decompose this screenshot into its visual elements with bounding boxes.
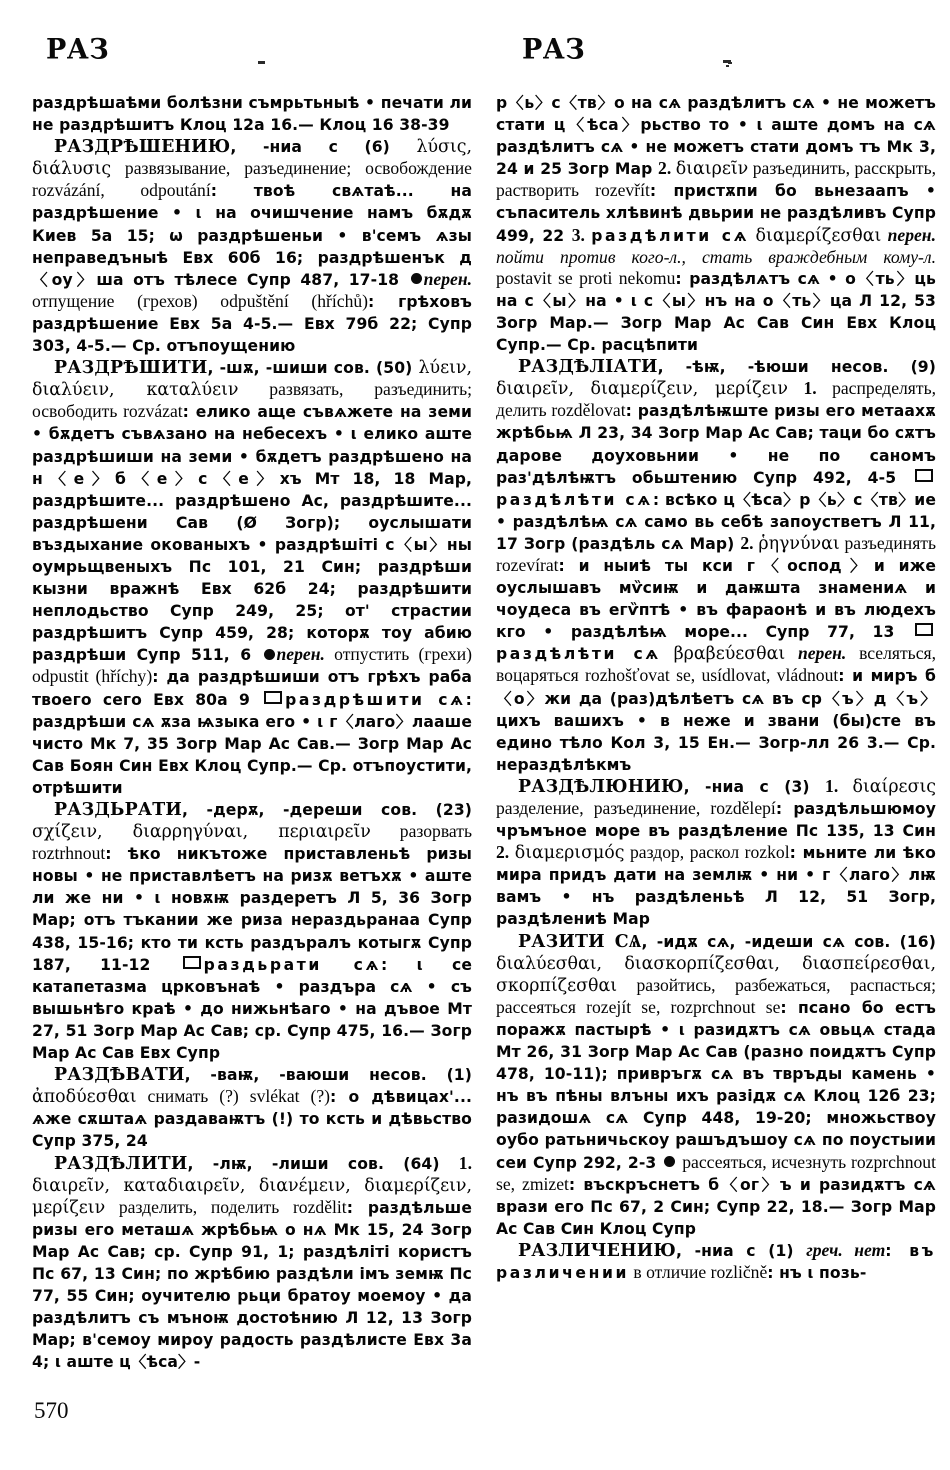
czech-gloss: rozvázat (123, 401, 183, 422)
sublemma: раздѣлѣти сѧ (496, 490, 653, 509)
russian-gloss: отпустить (грехи) (324, 644, 472, 665)
russian-gloss: распределять, делить (496, 378, 937, 421)
sublemma: раздьрати сѧ (203, 955, 382, 974)
citation-text: : раздѣлѧтъ сѧ • о〈ть〉ць на с〈ы〉на • ι с〈ы〉нъ на о〈ть〉ца Л 12, 53 Зогр Мар.— Зогр Мар Ас Сав Син Евх Клоц Супр.— Ср. расцѣпити (496, 269, 936, 355)
grammar-info: , -шѫ, -шиши сов. (50) (207, 359, 419, 378)
sense-marker: перен. (276, 644, 325, 665)
greek-equivalent: διαλύεσθαι, διασκορπίζεσθαι, διασπείρεσθαι, σκορπίζεσθαι (496, 953, 936, 996)
scan-speck (726, 65, 729, 67)
czech-gloss: rozevřít (595, 180, 650, 201)
dictionary-entry (496, 356, 936, 776)
sense-bullet-icon (411, 273, 422, 284)
dictionary-entry (32, 1064, 472, 1152)
running-head-left: РАЗ (46, 33, 110, 66)
sublemma: раздрѣшити сѧ (285, 690, 466, 709)
greek-equivalent: σχίζειν, διαρρηγύναι, περιαιρεῖν (32, 822, 371, 843)
sense-number: 2. (658, 158, 672, 179)
running-head-right: РАЗ (522, 33, 586, 66)
grammar-info: , -ваѭ, -ваюши несов. (1) (184, 1066, 472, 1085)
greek-equivalent: ἀποδύεσθαι (32, 1087, 137, 1108)
russian-gloss: разделение, разъединение (496, 798, 696, 818)
grammar-info: , -ѣѭ, -ѣюши несов. (9) (657, 358, 936, 377)
headword: РАЗДРѢШИТИ (54, 358, 208, 379)
czech-gloss: rozprchnout se, zmizet (496, 1151, 936, 1194)
grammar-info: , -идѫ сѧ, -идеши сѧ сов. (16) (641, 932, 936, 951)
citation-text: : елико аще съвѧжете на земи • бѫдетъ съвѧзано на небесехъ • ι елико аште раздрѣшиши на земи • бѫдетъ раздрѣшено на н〈е〉б〈е〉с〈е〉хъ Мт 18, 18 Мар, раздрѣшите... раздрѣшено Ас, раздрѣшите... раздрѣшени Сав (Ø Зогр); оуслышати въздыхание окованыхъ • раздрѣшiтi с〈ы〉ны оумрьщвеныхъ Пс 101, 21 Син; раздрѣши кызни вражнѣ Евх 62б 24; раздрѣшити неплодьство Супр 249, 25; от' страстии раздрѣшитъ Супр 459, 28; которѫ тоу абию раздрѣши Супр 511, 6 (32, 403, 473, 665)
czech-gloss: rozvázání, odpoutání (32, 180, 211, 201)
grammar-info: , -ниа с (1) (675, 1241, 807, 1260)
czech-gloss: svlékat (?) (249, 1086, 331, 1107)
russian-gloss: разделить, поделить (105, 1196, 293, 1217)
dictionary-entry (32, 136, 472, 357)
russian-gloss: пойти против кого-л., стать враждебным кому-л. (496, 246, 936, 267)
czech-gloss: rozhošťovat se, usídlovat, vládnout (585, 665, 839, 686)
grammar-info: , -ниа с (3) (683, 777, 826, 796)
sense-number: 1. (458, 1152, 472, 1173)
citation-text: : ѣко никътоже приставленьѣ ризы новы • не приставлѣетъ на ризѫ ветъхѫ • аште ли же ни • ι новѫѭ раздеретъ Л 5, 36 Зогр Мар; отъ тъкании же риза нераздьранаа Супр 438, 15-16; кто ти ксть раздъралъ котыгѫ Супр 187, 11-12 (32, 845, 472, 974)
headword: РАЗДРѢШЕНИЮ (54, 137, 231, 158)
russian-gloss: в отличие (629, 1261, 711, 1282)
citation-text: : пристѫпи бо вьнезаапъ • съпаситель хлѣвинѣ двьрии не раздѣливъ Супр 499, 22 (496, 182, 936, 245)
russian-gloss: раздор, раскол (624, 842, 745, 863)
sublemma: раздѣлѣти сѧ (496, 645, 661, 664)
page-number: 570 (34, 1398, 69, 1423)
citation-text: : грѣховъ раздрѣшение Евх 5а 4-5.— Евх 79б 22; Супр 303, 4-5.— Ср. отъпоущению (32, 292, 472, 356)
czech-gloss: rozkol (744, 842, 790, 863)
citation-text: : да раздрѣшиши отъ грѣхъ раба твоего сего Евх 80а 9 (32, 668, 473, 709)
russian-gloss: разорвать (370, 821, 472, 842)
sense-number: 2. (496, 842, 510, 863)
sense-number: 1. (825, 775, 839, 796)
russian-gloss: рассеяться, исчезнуть (677, 1151, 851, 1172)
greek-equivalent: λύσις, διάλυσις (32, 137, 472, 180)
scan-speck (728, 62, 732, 64)
citation-text: : всѣко ц〈ѣса〉р〈ь〉с〈тв〉ие • раздѣлѣѩ сѧ само вь себѣ запоустветъ Л 11, 17 Зогр (раздѣль сѧ Мар) (496, 490, 936, 553)
greek-equivalent: διαιρεῖν, καταδιαιρεῖν, διανέμειν, διαμερίζειν, μερίζειν (32, 1175, 472, 1218)
citation-tail: : нъ ι позь- (767, 1263, 867, 1282)
czech-gloss: rozličně (710, 1261, 768, 1282)
sublemma: раздѣлити сѧ (591, 226, 750, 245)
citation-text: : о дѣвицах'... ѧже сѫштаѧ раздаваѭтъ (!) то ксть и дѣвьство Супр 375, 24 (32, 1088, 472, 1151)
russian-gloss: разъединять (839, 532, 937, 553)
greek-equivalent: βραβεύεσθαι (673, 644, 786, 665)
citation-text: : въ различении (496, 1241, 937, 1282)
russian-gloss: развязать, разъединить; освободить (32, 379, 472, 422)
headword: РАЗДѢЛИТИ (54, 1153, 188, 1174)
czech-gloss: rozejít se, rozprchnout se (586, 996, 781, 1017)
headword: РАЗДѢЛЮНИЮ (518, 776, 684, 797)
sense-marker: перен. (423, 268, 472, 289)
column-left (32, 92, 472, 1373)
greek-equivalent: διαμερισμός (514, 843, 625, 864)
sublemma-marker-icon (915, 469, 933, 482)
scan-speck (258, 61, 265, 64)
dictionary-entry (496, 1240, 936, 1284)
citation-text: : мьните ли ѣко мира придъ дати на землѭ • ни • г〈лаго〉лѭ вамъ • нъ раздѣленьѣ Л 12, 51 Зогр, раздѣлениѣ Мар (496, 844, 936, 929)
headword: РАЗЛИЧЕНИЮ (518, 1240, 676, 1261)
sense-marker: перен. (797, 643, 847, 664)
sense-marker: перен. (887, 224, 936, 245)
czech-gloss: rozdělovat (551, 400, 626, 421)
russian-gloss: снимать (?) (136, 1086, 250, 1107)
greek-equivalent: διαιρεῖν, διαμερίζειν, μερίζειν (496, 379, 789, 400)
sense-number: 1. (803, 378, 817, 399)
russian-gloss: разъединить, расскрыть, растворить (496, 158, 936, 201)
citation-text: : псано бо естъ поражѫ пастырѣ • ι разидѫтъ сѧ овьцѧ стада Мт 26, 31 Зогр Мар Ас Сав (разно поидѫтъ Супр 478, 10-11); привръгѫ сѧ въ твръды камень • нъ въ пѣны влъны ихъ разiдѫ сѧ Клоц 12б 23; разидошѧ сѧ Супр 448, 19-20; множьствоу оубо ратьничьскоу рашъдъшоу сѧ по поустыии сеи Супр 292, 2-3 (496, 998, 936, 1172)
greek-equivalent: διαιρεῖν (675, 159, 749, 180)
sublemma-marker-icon (183, 956, 201, 969)
greek-absent-note: греч. нет (806, 1239, 886, 1260)
dictionary-entry (32, 1153, 472, 1374)
grammar-info: , -ниа с (6) (230, 138, 417, 157)
grammar-info: , -лѭ, -лиши сов. (64) (187, 1154, 459, 1173)
czech-gloss: odpustit (hříchy) (32, 666, 153, 687)
running-head-row (0, 34, 950, 74)
greek-equivalent: διαίρεσις (852, 776, 936, 797)
entry-continuation (32, 92, 472, 136)
sense-number: 3. (571, 224, 585, 245)
dictionary-entry (32, 799, 472, 1064)
citation-text: : твоѣ свѧтаѣ... на раздрѣшение • ι на очишчение намъ бѫдѫ Киев 5а 15; ѡ раздрѣшеньи • в'семъ ѧзы неправедъныѣ Евх 60б 16; раздрѣшенък д〈оу〉ша отъ тѣлесе Супр 487, 17-18 (32, 182, 472, 289)
czech-gloss: odpuštění (hříchů) (220, 290, 369, 311)
sublemma-marker-icon (915, 623, 933, 636)
citation-text: : ι се катапетазма црковънаѣ • раздъра сѧ • съ вышьнѣго краѣ • до нижьнѣаго • на дъвое Мт 27, 51 Зогр Мар Ас Сав; ср. Супр 475, 16.— Зогр Мар Ас Сав Евх Супр (32, 955, 472, 1063)
russian-gloss: развязывание, разъединение; освобождение (111, 158, 472, 179)
citation-text: : раздѣльше ризы его меташѧ жрѣбьѩ о нѧ Мк 15, 24 Зогр Мар Ас Сав; ср. Супр 91, 1; раздѣлiтi користъ Пс 67, 13 Син; по жрѣбию раздѣли iмъ земѭ Пс 77, 55 Син; оучителю рьци братоу моемоу • да раздѣлитъ съ мъноѭ достоѣнию Л 12, 13 Зогр Мар; в'семоу мироу радость раздѣлисте Евх 3а 4; ι аште ц〈ѣса〉- (32, 1198, 472, 1372)
sense-bullet-icon (264, 649, 275, 660)
sense-number: 2. (740, 532, 754, 553)
russian-gloss: отпущение (грехов) (32, 290, 221, 311)
sublemma-marker-icon (264, 691, 282, 704)
russian-gloss: вселяться, воцаряться (496, 643, 936, 686)
czech-gloss: postavit se proti nekomu (496, 267, 676, 288)
czech-gloss: rozdělit (292, 1196, 347, 1217)
citation-text: : и миръ б〈о〉жи да (раз)дѣлѣетъ сѧ въ ср〈ъ〉д〈ъ〉цихъ вашихъ • в неже и звани (бы)сте въ едино тѣло Кол 3, 15 Ен.— Зогр-лл 26 3.— Ср. нераздѣлѣкмъ (496, 667, 936, 774)
citation-text: : раздрѣши сѧ ѫза ѩзыка его • ι г〈лаго〉лааше чисто Мк 7, 35 Зогр Мар Ас Сав.— Зогр Мар Ас Сав Боян Син Евх Клоц Супр.— Ср. отъпоустити, отрѣшити (32, 690, 473, 797)
russian-gloss: разойтись, разбежаться, распасться; рассеяться (496, 974, 936, 1017)
grammar-info: , -дерѫ, -дереши сов. (23) (182, 801, 472, 819)
citation-text: : раздѣльшюмоу чръмъное море въ раздѣление Пс 135, 13 Син (496, 800, 936, 841)
headword: РАЗДѢВАТИ (54, 1065, 185, 1086)
citation-text: : въскръснетъ б〈ог〉ъ и разидѫтъ сѧ врази его Пс 67, 2 Син; Супр 22, 18.— Зогр Мар Ас Сав Син Клоц Супр (496, 1175, 936, 1238)
headword: РАЗИТИ СѦ (518, 931, 642, 952)
citation-text: : раздѣлѣѭште ризы его метаахѫ жрѣбьѩ Л 23, 34 Зогр Мар Ас Сав; таци бо сѫтъ дарове доуховьнии • не по саномъ раз'дѣлѣѭтъ обьштению Супр 492, 4-5 (496, 402, 936, 487)
sense-bullet-icon (664, 1156, 675, 1167)
czech-gloss: rozdělepí (710, 798, 776, 818)
czech-gloss: roztrhnout (32, 843, 106, 864)
greek-equivalent: λύειν, διαλύειν, καταλύειν (32, 358, 472, 401)
citation-text: р〈ь〉с〈тв〉о на сѧ раздѣлитъ сѧ • не можетъ стати ц〈ѣса〉рьство то • ι аште домъ на сѧ раздѣлитъ сѧ • не можетъ стати домъ тъ Мк 3, 24 и 25 Зогр Мар (496, 94, 936, 179)
headword: РАЗДЬРАТИ (54, 800, 183, 820)
dictionary-entry (496, 931, 936, 1240)
dictionary-entry (32, 357, 472, 799)
citation-text: : и ныиѣ ты кси г〈оспод〉и иже оуслышавъ мѷсиѭ и даѭшта знамениѧ и чоудеса въ егѷптѣ • въ фараонѣ и въ людехъ кго • раздѣлѣѩ море... Супр 77, 13 (496, 556, 936, 642)
column-right (496, 92, 936, 1284)
dictionary-entry: РАЗДѢЛЮНИЮ, -ниа с (3) 1. διαίρεσις разделение, разъединение, rozdělepí: раздѣльшюмоу чръмъное море въ раздѣление Пс 135, 13 Син 2. διαμερισμός раздор, раскол rozkol: мьните ли ѣко мира придъ дати на землѭ • ни • г〈лаго〉лѭ вамъ • нъ раздѣленьѣ Л 12, 51 Зогр, раздѣлениѣ Мар (496, 775, 936, 929)
greek-equivalent: ῥηγνύναι (758, 533, 840, 554)
citation-text: раздрѣшаѣми болѣзни съмрьтьныѣ • печати ли не раздрѣшитъ Клоц 12а 16.— Клоц 16 38-39 (32, 94, 472, 135)
entry-continuation (496, 92, 936, 356)
greek-equivalent: διαμερίζεσθαι (755, 225, 882, 246)
headword: РАЗДѢЛІАТИ (518, 357, 658, 378)
czech-gloss: rozevírat (496, 554, 559, 575)
